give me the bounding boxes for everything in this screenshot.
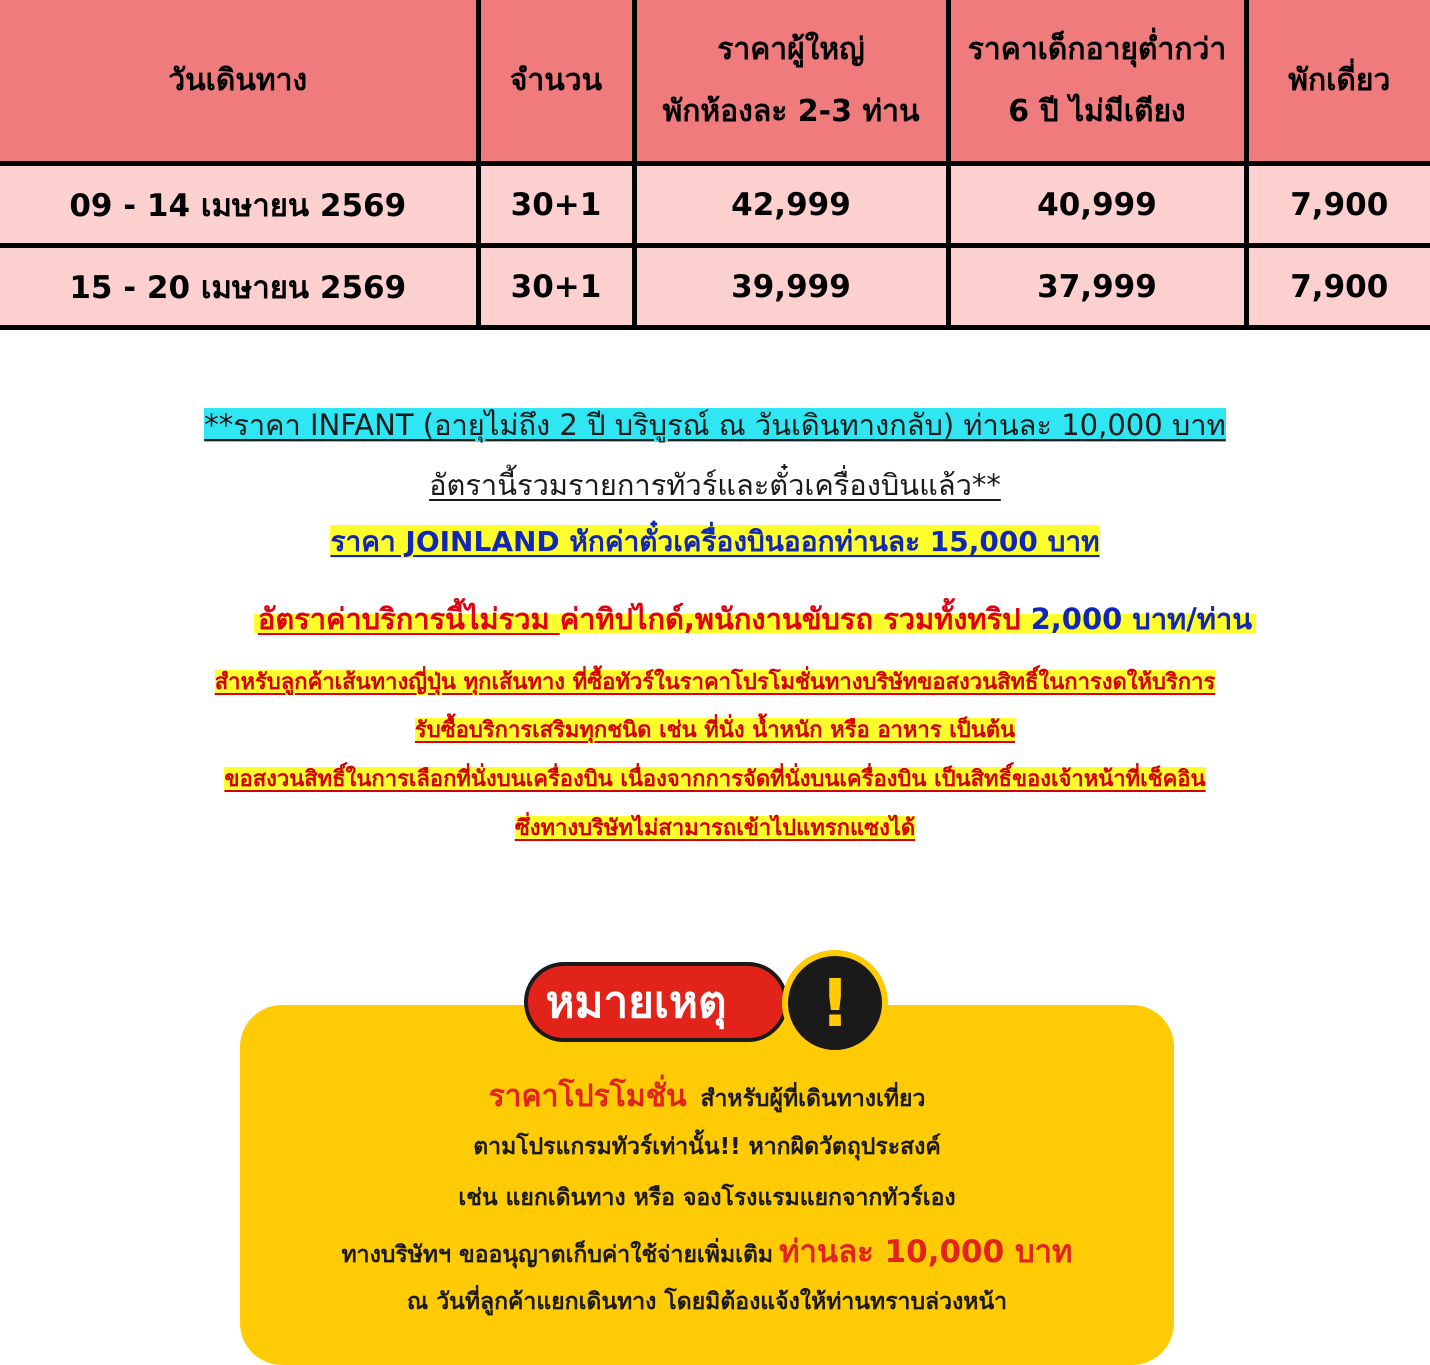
extra-charge-amount: ท่านละ 10,000 บาท xyxy=(779,1234,1073,1270)
price-table xyxy=(0,0,1430,330)
row-single-price: 7,900 xyxy=(1246,246,1430,328)
remark-line2: ตามโปรแกรมทัวร์เท่านั้น!! หากผิดวัตถุประสงค์ xyxy=(473,1134,941,1160)
remark-line1: ราคาโปรโมชั่น สำหรับผู้ที่เดินทางเที่ยว xyxy=(488,1079,926,1114)
row-count: 30+1 xyxy=(478,246,634,328)
tip-amount: 2,000 บาท/ท่าน xyxy=(1030,602,1253,636)
row-single-price: 7,900 xyxy=(1246,164,1430,246)
note-japan-line1: สำหรับลูกค้าเส้นทางญี่ปุ่น ทุกเส้นทาง ที่ซื้อทัวร์ในราคาโปรโมชั่นทางบริษัทขอสงวนสิทธิ์ในการงดให้บริการ xyxy=(214,670,1216,695)
note-joinland: ราคา JOINLAND หักค่าตั๋วเครื่องบินออกท่านละ 15,000 บาท xyxy=(330,525,1100,558)
table-row xyxy=(0,246,1430,328)
note-japan-line2: รับซื้อบริการเสริมทุกชนิด เช่น ที่นั่ง น้ำหนัก หรือ อาหาร เป็นต้น xyxy=(414,718,1016,743)
table-header-row xyxy=(0,0,1430,164)
note-tip xyxy=(0,596,1430,642)
remark-line4: ทางบริษัทฯ ขออนุญาตเก็บค่าใช้จ่ายเพิ่มเติม ท่านละ 10,000 บาท xyxy=(341,1234,1073,1270)
header-adult-line1: ราคาผู้ใหญ่ xyxy=(717,31,865,67)
note-seat-line1: ขอสงวนสิทธิ์ในการเลือกที่นั่งบนเครื่องบิน เนื่องจากการจัดที่นั่งบนเครื่องบิน เป็นสิทธิ์ของเจ้าหน้าที่เช็คอิน xyxy=(224,767,1206,792)
remark-line5: ณ วันที่ลูกค้าแยกเดินทาง โดยมิต้องแจ้งให้ท่านทราบล่วงหน้า xyxy=(406,1289,1008,1315)
header-adult-line2: พักห้องละ 2-3 ท่าน xyxy=(662,93,920,129)
remark-badge: หมายเหตุ xyxy=(524,962,788,1042)
header-count: จำนวน xyxy=(478,0,634,164)
header-child-line1: ราคาเด็กอายุต่ำกว่า xyxy=(967,31,1227,67)
note-included: อัตรานี้รวมรายการทัวร์และตั๋วเครื่องบินแล้ว** xyxy=(429,468,1001,502)
header-single-room: พักเดี่ยว xyxy=(1246,0,1430,164)
tip-exclusion-label: อัตราค่าบริการนี้ไม่รวม xyxy=(257,602,560,636)
row-adult-price: 39,999 xyxy=(634,246,948,328)
header-adult-price xyxy=(634,0,948,164)
note-seat-line2: ซึ่งทางบริษัทไม่สามารถเข้าไปแทรกแซงได้ xyxy=(514,816,916,841)
promo-price-label: ราคาโปรโมชั่น xyxy=(488,1079,687,1114)
row-count: 30+1 xyxy=(478,164,634,246)
row-adult-price: 42,999 xyxy=(634,164,948,246)
row-child-price: 37,999 xyxy=(948,246,1246,328)
tip-description: ค่าทิปไกด์,พนักงานขับรถ รวมทั้งทริป xyxy=(559,602,1031,636)
header-date: วันเดินทาง xyxy=(0,0,478,164)
row-child-price: 40,999 xyxy=(948,164,1246,246)
header-child-price xyxy=(948,0,1246,164)
exclamation-icon: ! xyxy=(782,950,888,1056)
header-child-line2: 6 ปี ไม่มีเตียง xyxy=(1008,93,1186,129)
note-infant: **ราคา INFANT (อายุไม่ถึง 2 ปี บริบูรณ์ ณ วันเดินทางกลับ) ท่านละ 10,000 บาท xyxy=(204,408,1226,442)
remark-line3: เช่น แยกเดินทาง หรือ จองโรงแรมแยกจากทัวร์เอง xyxy=(458,1185,956,1211)
row-date: 15 - 20 เมษายน 2569 xyxy=(0,246,478,328)
row-date: 09 - 14 เมษายน 2569 xyxy=(0,164,478,246)
table-row xyxy=(0,164,1430,246)
